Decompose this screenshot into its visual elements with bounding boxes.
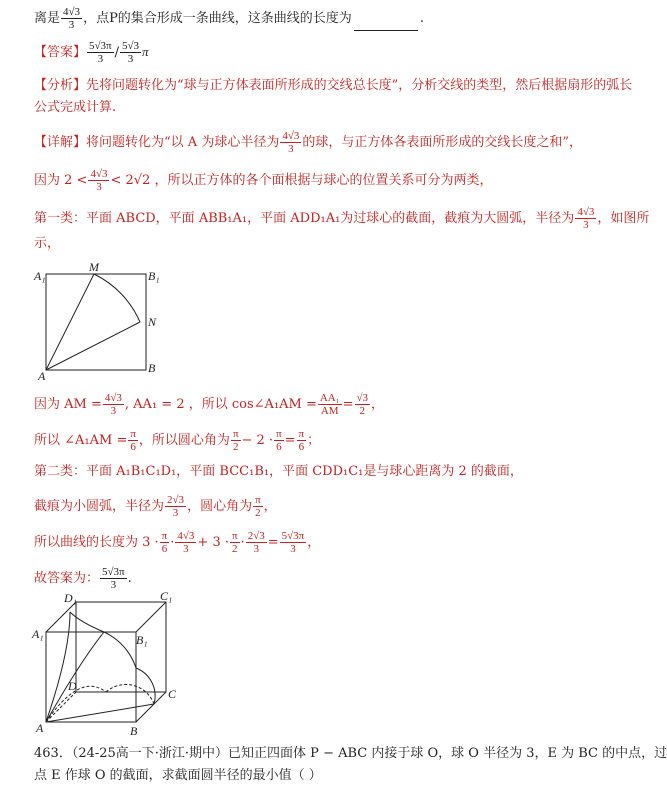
text: ， (263, 499, 277, 514)
text: 示， (34, 236, 61, 251)
text: π (142, 44, 149, 59)
fraction: $\frac{5√3\pi}{3}$ (281, 530, 305, 555)
label-a: A (38, 369, 46, 383)
label-c1: C₁ (160, 589, 173, 603)
text: 第一类：平面 ABCD，平面 ABB₁A₁，平面 ADD₁A₁为过球心的截面，截痕为大圆弧，半径为 (34, 211, 575, 226)
answer-blank (354, 16, 418, 31)
answer-tag: 【答案】 (34, 45, 87, 60)
line-6 (34, 168, 492, 193)
text: ， (371, 397, 385, 412)
fraction: $\frac{4√3}{3}$ (90, 168, 108, 193)
text: ，点P的集合形成一条曲线，这条曲线的长度为 (83, 11, 352, 26)
top-small-arc (70, 612, 104, 632)
text: 所以 ∠A₁AM = (34, 433, 128, 448)
text: 第二类：平面 A₁B₁C₁D₁，平面 BCC₁B₁，平面 CDD₁C₁是与球心距离为 2 的截面， (34, 464, 523, 479)
label-c: C (168, 687, 177, 701)
fraction: $\frac{4√3}{3}$ (282, 130, 300, 155)
line-11 (34, 462, 523, 482)
text: . (127, 571, 132, 586)
explanation-line (34, 130, 582, 155)
text: = (342, 397, 354, 412)
cube-figure (30, 589, 180, 738)
text: 的球，与正方体各表面所形成的交线长度之和”， (302, 135, 583, 150)
line-13 (34, 530, 320, 555)
label-d1: D₁ (64, 591, 77, 605)
answer-line (34, 40, 149, 65)
text: 离是 (34, 11, 61, 26)
label-d: D (68, 679, 77, 693)
line-12 (34, 494, 277, 519)
right-small-arc (136, 668, 155, 704)
fraction: $\frac{5√3\pi}{3}$ (102, 566, 125, 591)
text: · (170, 535, 175, 550)
fraction: $\frac{\pi}{6}$ (161, 530, 168, 555)
fraction: $\frac{\pi}{2}$ (231, 530, 238, 555)
label-b1: B₁ (148, 269, 160, 283)
text: . (419, 11, 424, 26)
fraction: $\frac{2√3}{3}$ (247, 530, 265, 555)
text: , AA₁ = 2 ，所以 cos∠A₁AM = (124, 397, 317, 412)
fraction: $\frac{4√3}{3}$ (104, 392, 122, 417)
text: 故答案为： (34, 571, 100, 586)
text: + 3 · (197, 535, 229, 550)
label-a1: A₁ (32, 627, 44, 641)
fraction: $\frac{4√3}{3}$ (63, 6, 81, 31)
edge-b1c1 (136, 602, 166, 632)
next-problem-line (34, 744, 667, 764)
text: ，圆心角为 (187, 499, 253, 514)
analysis-line-2 (34, 98, 116, 118)
front-great-arc (104, 632, 136, 668)
next-problem-line-2 (34, 766, 322, 786)
text: 公式完成计算. (34, 100, 117, 115)
fraction: $\frac{5√3}{3}$ (122, 40, 140, 65)
fraction: $\frac{√3}{2}$ (356, 392, 369, 417)
fraction: $\frac{4√3}{3}$ (577, 206, 595, 231)
text: 点 E 作球 O 的截面，求截面圆半径的最小值（ ） (34, 768, 322, 783)
text: 先将问题转化为“球与正方体表面所形成的交线总长度”，分析交线的类型，然后根据扇形的弧长 (86, 78, 633, 93)
label-a: A (36, 721, 44, 735)
explanation-tag: 【详解】 (34, 135, 87, 150)
edge-bc (136, 692, 166, 722)
text: = (284, 433, 296, 448)
text: 截痕为小圆弧，半径为 (34, 499, 165, 514)
fraction: $\frac{5√3\pi}{3}$ (89, 40, 112, 65)
line-14 (34, 566, 132, 591)
fraction: $\frac{2√3}{3}$ (167, 494, 185, 519)
segment-an (46, 322, 140, 370)
text: = (267, 535, 279, 550)
text: 463．（24-25高一下·浙江·期中）已知正四面体 P − ABC 内接于球 O，球 O 半径为 3，E 为 BC 的中点，过 (34, 746, 667, 761)
fraction: $\frac{4√3}{3}$ (177, 530, 195, 555)
line-8 (34, 234, 60, 254)
text: ，如图所 (597, 211, 650, 226)
text: − 2 · (241, 433, 274, 448)
label-m: M (89, 260, 99, 274)
label-b1: B₁ (136, 633, 148, 647)
text: · (240, 535, 245, 550)
text: ； (307, 433, 321, 448)
label-b: B (130, 724, 138, 738)
fraction: $\frac{\pi}{6}$ (130, 428, 136, 453)
label-a1: A₁ (34, 269, 46, 283)
segment-a-arc (46, 704, 154, 722)
fraction: $\frac{\pi}{6}$ (276, 428, 282, 453)
label-b: B (148, 361, 156, 375)
text: / (114, 45, 119, 60)
text: 将问题转化为“以 A 为球心半径为 (86, 135, 280, 150)
square-face (46, 274, 146, 370)
fraction: $\frac{\pi}{2}$ (255, 494, 261, 519)
segment-am (46, 274, 94, 370)
fraction: $\frac{\text{AA₁}}{AM}$ (319, 392, 340, 417)
hidden-arc (106, 684, 154, 704)
text: < 2√2 ，所以正方体的各个面根据与球心的位置关系可分为两类， (110, 173, 493, 188)
label-n: N (148, 315, 157, 329)
line-7 (34, 206, 649, 231)
great-arc (94, 274, 140, 322)
line-1 (34, 6, 424, 31)
edge-a1d1 (46, 602, 76, 632)
analysis-tag: 【分析】 (34, 78, 87, 93)
fraction: $\frac{\pi}{6}$ (298, 428, 305, 453)
text: 所以曲线的长度为 3 · (34, 535, 159, 550)
text: ，所以圆心角为 (138, 433, 230, 448)
text: ， (307, 535, 321, 550)
text: 因为 2 < (34, 173, 88, 188)
text: 因为 AM = (34, 397, 102, 412)
line-9 (34, 392, 384, 417)
fraction: $\frac{\pi}{2}$ (232, 428, 239, 453)
square-arc-figure (30, 262, 170, 382)
analysis-line (34, 76, 632, 96)
line-10 (34, 428, 320, 453)
arc-curve-1 (46, 632, 104, 722)
